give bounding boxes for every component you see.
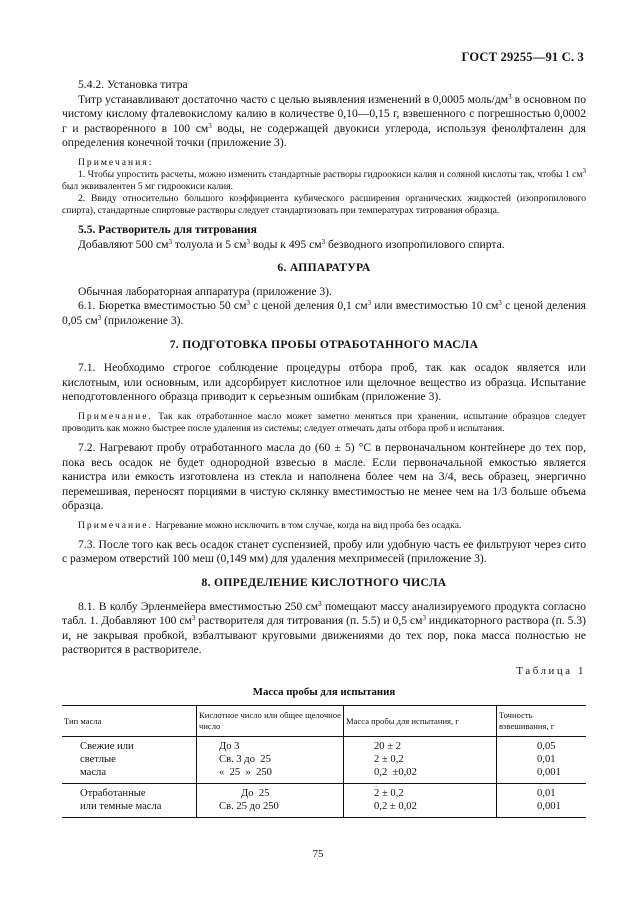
section-5-4-2-heading: 5.4.2. Установка титра	[78, 78, 188, 91]
section-7-title: 7. ПОДГОТОВКА ПРОБЫ ОТРАБОТАННОГО МАСЛА	[169, 337, 479, 351]
section-7-1-text: 7.1. Необходимо строгое соблюдение процедуры отбора проб, так как осадок является или кислотным, или основным, или адсорбирует кислотное или щелочное вещество из образца. Испытание неподготовленного образца приводит к серьезным ошибкам (приложение 3).	[62, 361, 586, 404]
table-title: Масса пробы для испытания	[252, 685, 396, 698]
cell-acid-number: До 25 Св. 25 до 250	[197, 784, 344, 818]
section-8-1-text: 8.1. В колбу Эрленмейера вместимостью 250 $см^3$ помещают массу анализируемого продукта согласно табл. 1. Добавляют 100 $см^3$ растворителя для титрования (п. 5.5) и 0,5 $см^3$ индикаторного раствора (п. 5.3) и, не закрывая пробкой, взбалтывают круговыми движениями до тех пор, пока масса полностью не растворится в растворителе.	[62, 599, 586, 657]
cell-weighing-accuracy: 0,05 0,01 0,001	[497, 737, 587, 784]
fraction-three-quarters: 3/4	[438, 470, 454, 484]
table-row	[62, 784, 586, 818]
section-7-1-note: Примечание. Так как отработанное масло может заметно меняться при хранении, испытание образцов следует проводить как можно быстрее после удаления из системы; следует отмечать даты отбора проб и испытания.	[62, 410, 586, 434]
cell-oil-type: Свежие или светлые масла	[80, 741, 134, 779]
table-label: Таблица 1	[516, 665, 586, 678]
header-sample-mass: Масса пробы для испытания, г	[344, 706, 497, 737]
section-7-2-note: Примечание. Нагревание можно исключить в том случае, когда на вид проба без осадка.	[78, 519, 462, 531]
sample-mass-table	[62, 705, 586, 818]
section-5-5-text: Добавляют 500 $см^3$ толуола и 5 $см^3$ воды к 495 $см^3$ безводного изопропилового спирта.	[78, 237, 505, 251]
header-weighing-accuracy: Точность взвешивания, г	[497, 706, 587, 737]
cell-sample-mass: 20 ± 2 2 ± 0,2 0,2 ±0,02	[344, 737, 497, 784]
section-6-1-text: 6.1. Бюретка вместимостью 50 $см^3$ с ценой деления 0,1 $см^3$ или вместимостью 10 $см^3$ с ценой деления 0,05 $см^3$ (приложение 3).	[62, 299, 586, 327]
cell-oil-type: Отработанные или темные масла	[62, 784, 197, 818]
section-6-title: 6. АППАРАТУРА	[277, 261, 371, 275]
cell-acid-number: До 3 Св. 3 до 25 « 25 » 250	[197, 737, 344, 784]
cell-sample-mass: 2 ± 0,2 0,2 ± 0,02	[344, 784, 497, 818]
header-acid-number: Кислотное число или общее щелочное число	[197, 706, 344, 737]
running-header: ГОСТ 29255—91 С. 3	[461, 50, 584, 64]
cell-weighing-accuracy: 0,01 0,001	[497, 784, 587, 818]
fraction-one-third: 1/3	[492, 484, 508, 498]
notes-label: Примечания:	[78, 156, 154, 168]
section-8-title: 8. ОПРЕДЕЛЕНИЕ КИСЛОТНОГО ЧИСЛА	[201, 576, 447, 590]
section-7-2-text: 7.2. Нагревают пробу отработанного масла до (60 ± 5) °С в первоначальном контейнере до тех пор, пока весь осадок не будет однородной взвесью в масле. Если первоначальной емкостью является канистра или емкость изготовлена из стекла и наполнена более чем на 3/4, весь образец, энергично перемешивая, переносят порциями в чистую склянку вместимостью не менее чем на 1/3 больше объема образца.	[62, 440, 587, 513]
note-1: 1. Чтобы упростить расчеты, можно изменить стандартные растворы гидроокиси калия и соляной кислоты так, чтобы 1 $см^3$ был эквивалентен 5 мг гидроокиси калия.	[62, 166, 586, 192]
section-7-3-text: 7.3. После того как весь осадок станет суспензией, пробу или удобную часть ее фильтруют через сито с размером отверстий 100 меш (0,149 мм) для удаления мехпримесей (приложение 3).	[62, 537, 586, 566]
table-header-row	[62, 706, 586, 737]
header-oil-type: Тип масла	[62, 706, 197, 737]
page-number: 75	[312, 848, 324, 860]
section-6-text: Обычная лабораторная аппаратура (приложение 3).	[78, 284, 332, 298]
section-5-4-2-text: Титр устанавливают достаточно часто с целью выявления изменений в 0,0005 моль/$дм^3$ в основном по чистому кислому фталевокислому калию в количестве 0,10—0,15 г, взвешенного с погрешностью 0,0002 г и растворенного в 100 $см^3$ воды, не содержащей двуокиси углерода, используя фенолфталеин для определения конечной точки (приложение 3).	[62, 92, 587, 150]
section-5-5-heading: 5.5. Растворитель для титрования	[78, 222, 257, 236]
note-2: 2. Ввиду относительно большого коэффициента кубического расширения органических жидкостей (изопропилового спирта), стандартные спиртовые растворы следует стандартизовать при температурах титрования образца.	[62, 192, 586, 216]
table-row	[62, 737, 586, 784]
document-body	[62, 78, 586, 818]
